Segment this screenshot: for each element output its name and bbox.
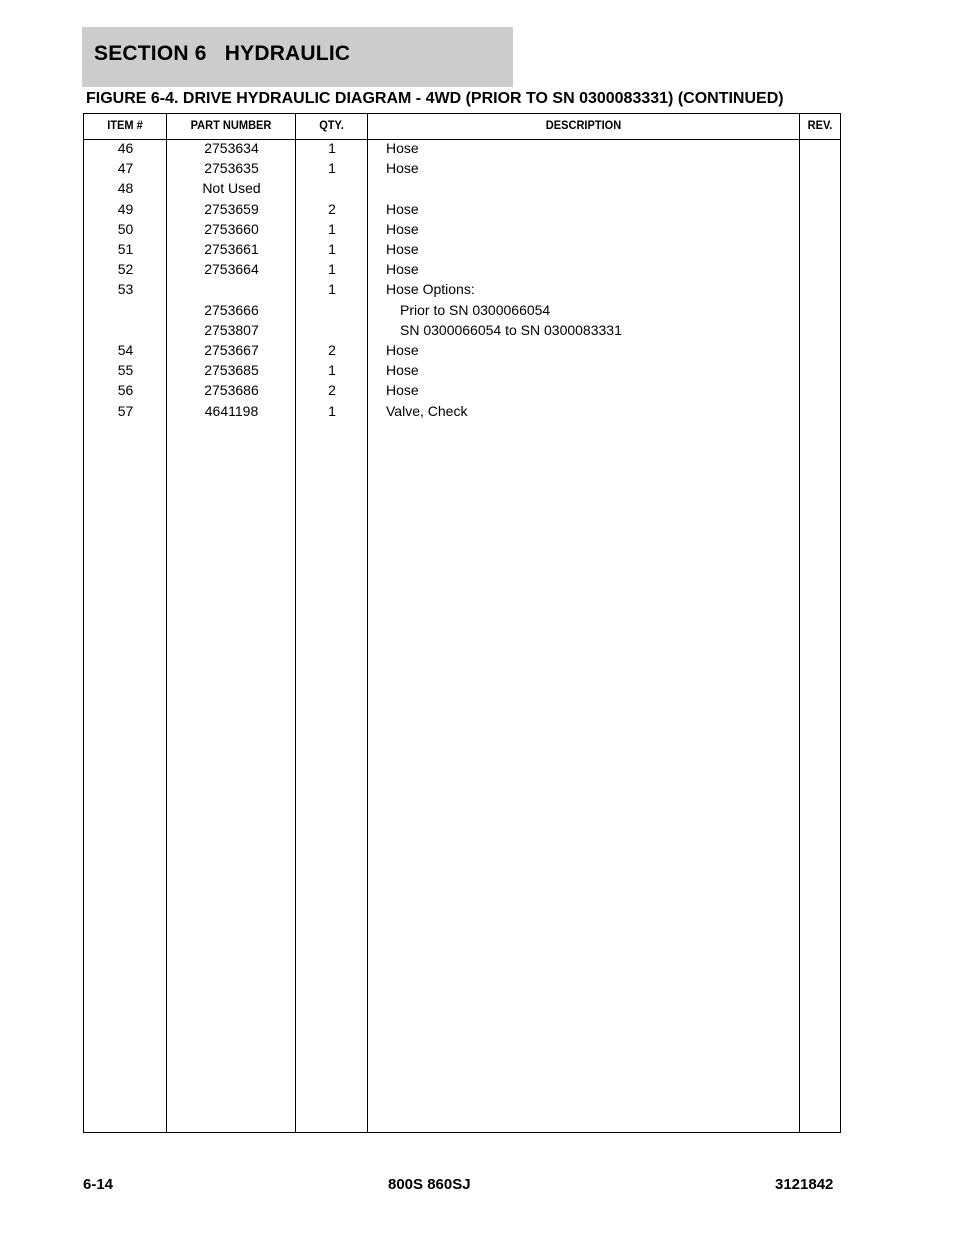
item-number-cell: 47 [117,160,134,177]
description-cell: SN 0300066054 to SN 0300083331 [400,321,622,338]
header-part-number: PART NUMBER [190,118,272,132]
header-item: ITEM # [107,118,143,132]
item-number-cell: 53 [117,281,134,298]
description-cell: Hose [386,220,419,237]
footer-page-number: 6-14 [83,1176,114,1193]
table-row [84,199,840,219]
part-number-cell: 2753685 [204,362,259,379]
header-description: DESCRIPTION [545,118,622,132]
table-row [84,300,840,320]
description-cell: Hose [386,382,419,399]
item-number-cell: 48 [117,180,134,197]
parts-table [83,113,841,1133]
table-row [84,158,840,178]
table-row [84,178,840,198]
part-number-cell: 2753664 [204,261,259,278]
table-row [84,138,840,158]
description-cell: Prior to SN 0300066054 [400,301,551,318]
part-number-cell: 2753807 [204,321,259,338]
item-number-cell: 52 [117,261,134,278]
table-row [84,239,840,259]
description-cell: Hose [386,200,419,217]
description-cell: Hose [386,160,419,177]
part-number-cell: 2753634 [204,140,259,156]
item-number-cell: 56 [117,382,134,399]
qty-cell: 2 [328,200,336,217]
part-number-cell: 2753667 [204,342,259,358]
part-number-cell: 2753659 [204,200,259,217]
table-row [84,259,840,279]
qty-cell: 1 [328,281,336,298]
part-number-cell: 2753635 [204,160,259,177]
part-number-cell: 2753666 [204,301,259,318]
table-row [84,219,840,239]
qty-cell: 1 [328,402,336,419]
qty-cell: 1 [328,241,336,257]
qty-cell: 1 [328,220,336,237]
description-cell: Hose [386,261,419,278]
part-number-cell: 4641198 [204,402,259,419]
table-row [84,340,840,360]
description-cell: Hose [386,140,419,156]
description-cell: Valve, Check [386,402,468,419]
section-title: SECTION 6 HYDRAULIC [94,42,351,65]
description-cell: Hose Options: [386,281,475,298]
item-number-cell: 50 [117,220,134,237]
part-number-cell: Not Used [202,180,261,197]
table-row [84,279,840,299]
table-row [84,360,840,380]
item-number-cell: 46 [117,140,134,156]
item-number-cell: 55 [117,362,134,379]
header-qty: QTY. [319,118,344,132]
footer-doc-number: 3121842 [775,1176,834,1193]
part-number-cell: 2753686 [204,382,259,399]
item-number-cell: 49 [117,200,134,217]
description-cell: Hose [386,241,419,257]
table-row [84,401,840,421]
section-banner [82,27,513,87]
item-number-cell: 57 [117,402,134,419]
qty-cell: 1 [328,362,336,379]
table-row [84,380,840,400]
item-number-cell: 51 [117,241,134,257]
item-number-cell: 54 [117,342,134,358]
part-number-cell: 2753661 [204,241,259,257]
header-rev: REV. [807,118,833,132]
table-row [84,320,840,340]
description-cell: Hose [386,342,419,358]
description-cell: Hose [386,362,419,379]
qty-cell: 1 [328,261,336,278]
qty-cell: 2 [328,382,336,399]
qty-cell: 1 [328,140,336,156]
qty-cell: 2 [328,342,336,358]
qty-cell: 1 [328,160,336,177]
figure-title: FIGURE 6-4. DRIVE HYDRAULIC DIAGRAM - 4WD (PRIOR TO SN 0300083331) (CONTINUED) [86,90,784,107]
part-number-cell: 2753660 [204,220,259,237]
footer-model: 800S 860SJ [388,1176,471,1193]
